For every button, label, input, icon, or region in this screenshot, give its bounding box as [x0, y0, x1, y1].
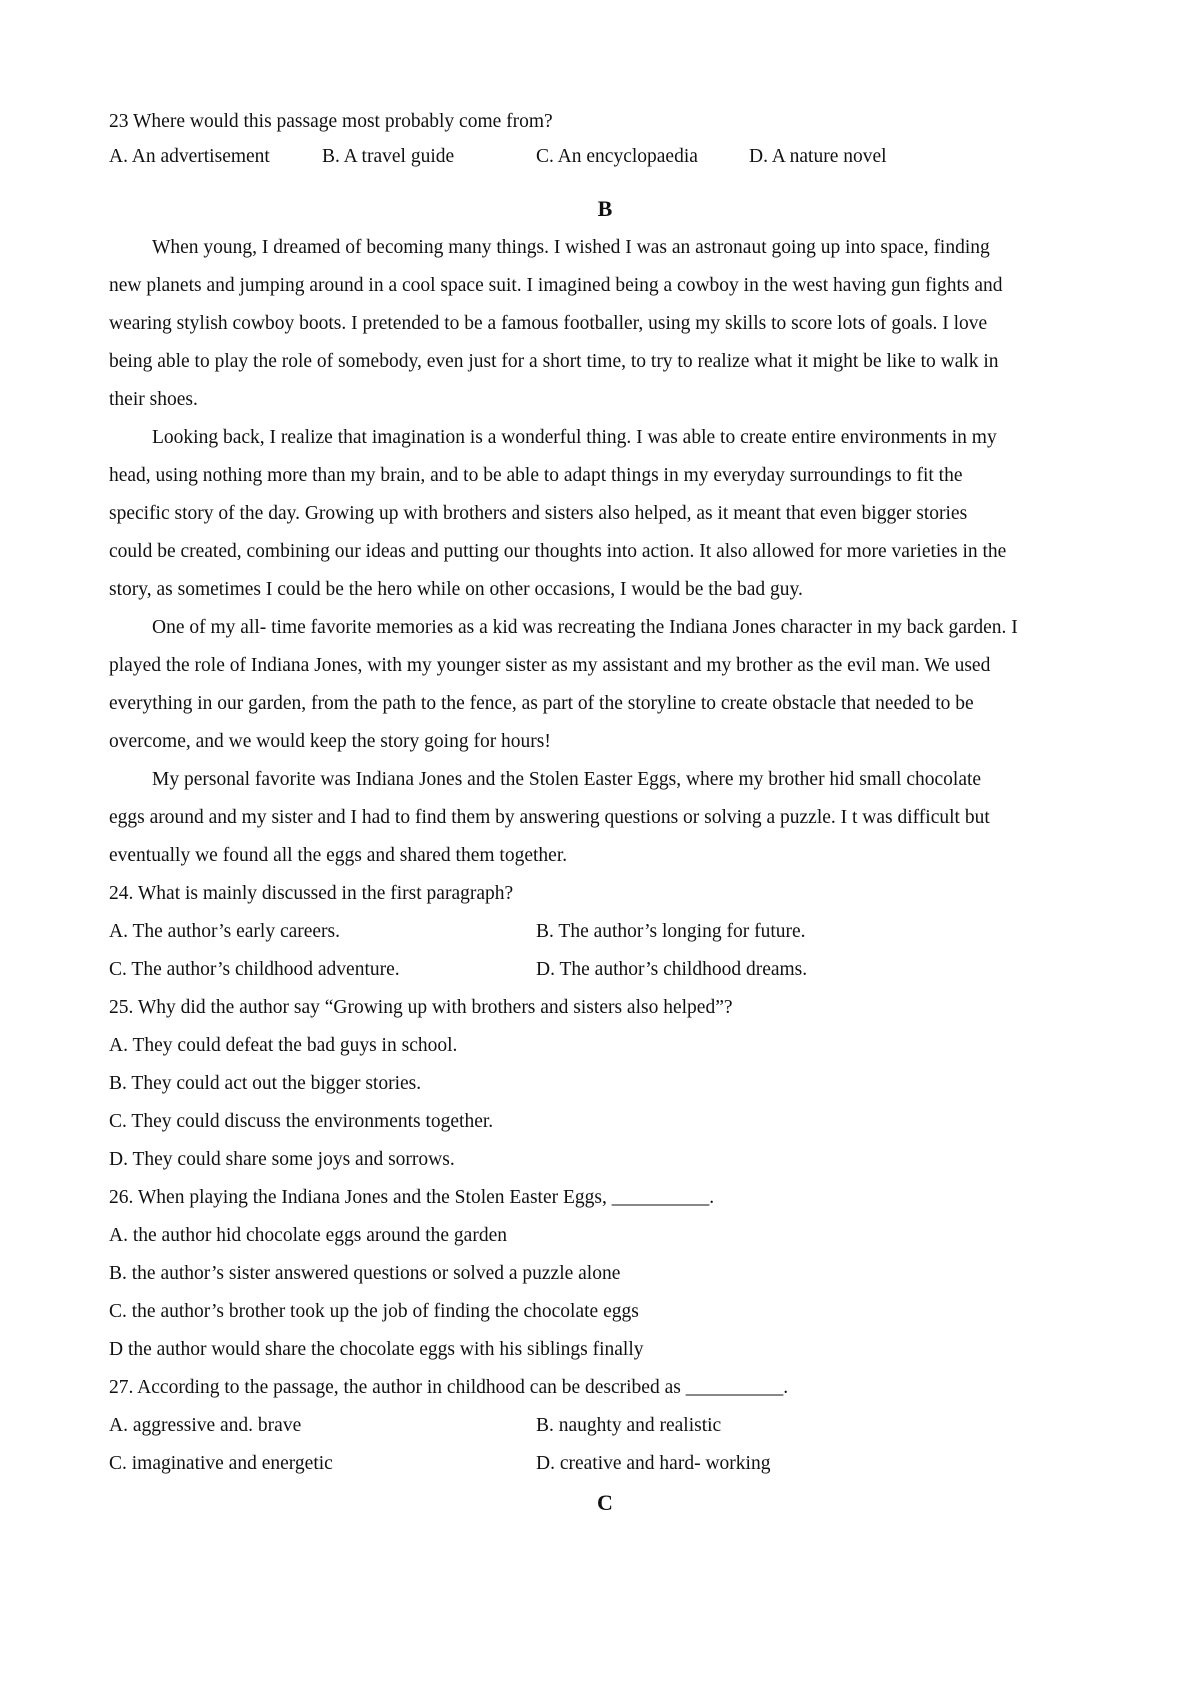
q26-option-d: D the author would share the chocolate eggs with his siblings finally — [109, 1339, 644, 1360]
q25-option-c: C. They could discuss the environments together. — [109, 1111, 494, 1132]
passage-line: eggs around and my sister and I had to find them by answering questions or solving a puzzle. I t was difficult but — [109, 807, 990, 828]
q24-option-a: A. The author’s early careers. — [109, 921, 341, 942]
passage-line: My personal favorite was Indiana Jones and the Stolen Easter Eggs, where my brother hid small chocolate — [152, 769, 982, 790]
passage-line: One of my all- time favorite memories as a kid was recreating the Indiana Jones character in my back garden. I — [152, 617, 1018, 638]
question-26: 26. When playing the Indiana Jones and the Stolen Easter Eggs, __________. — [109, 1187, 715, 1208]
passage-line: being able to play the role of somebody, even just for a short time, to try to realize what it might be like to walk in — [109, 351, 999, 372]
q23-option-c: C. An encyclopaedia — [536, 146, 698, 167]
passage-line: their shoes. — [109, 389, 198, 410]
passage-line: new planets and jumping around in a cool space suit. I imagined being a cowboy in the west having gun fights and — [109, 275, 1003, 296]
q26-option-b: B. the author’s sister answered questions or solved a puzzle alone — [109, 1263, 621, 1284]
question-24: 24. What is mainly discussed in the first paragraph? — [109, 883, 514, 904]
q23-option-d: D. A nature novel — [749, 146, 887, 167]
question-23: 23 Where would this passage most probably come from? — [109, 111, 553, 132]
passage-line: wearing stylish cowboy boots. I pretended to be a famous footballer, using my skills to score lots of goals. I love — [109, 313, 988, 334]
q23-option-b: B. A travel guide — [322, 146, 455, 167]
q27-option-c: C. imaginative and energetic — [109, 1453, 333, 1474]
q24-option-d: D. The author’s childhood dreams. — [536, 959, 808, 980]
q27-option-b: B. naughty and realistic — [536, 1415, 722, 1436]
q25-option-b: B. They could act out the bigger stories. — [109, 1073, 422, 1094]
q24-option-c: C. The author’s childhood adventure. — [109, 959, 400, 980]
passage-line: When young, I dreamed of becoming many things. I wished I was an astronaut going up into space, finding — [152, 237, 990, 258]
section-c-heading: C — [597, 1490, 613, 1515]
q27-option-d: D. creative and hard- working — [536, 1453, 771, 1474]
passage-line: everything in our garden, from the path to the fence, as part of the storyline to create obstacle that needed to be — [109, 693, 974, 714]
q26-option-c: C. the author’s brother took up the job of finding the chocolate eggs — [109, 1301, 639, 1322]
q25-option-d: D. They could share some joys and sorrows. — [109, 1149, 455, 1170]
passage-line: Looking back, I realize that imagination is a wonderful thing. I was able to create entire environments in my — [152, 427, 997, 448]
q27-option-a: A. aggressive and. brave — [109, 1415, 302, 1436]
passage-line: head, using nothing more than my brain, and to be able to adapt things in my everyday surroundings to fit the — [109, 465, 963, 486]
passage-line: played the role of Indiana Jones, with my younger sister as my assistant and my brother as the evil man. We used — [109, 655, 991, 676]
q26-option-a: A. the author hid chocolate eggs around the garden — [109, 1225, 507, 1246]
section-b-heading: B — [597, 196, 613, 221]
question-25: 25. Why did the author say “Growing up with brothers and sisters also helped”? — [109, 997, 733, 1018]
passage-line: story, as sometimes I could be the hero while on other occasions, I would be the bad guy. — [109, 579, 803, 600]
question-27: 27. According to the passage, the author in childhood can be described as __________. — [109, 1377, 789, 1398]
passage-line: specific story of the day. Growing up with brothers and sisters also helped, as it meant that even bigger stories — [109, 503, 968, 524]
passage-line: eventually we found all the eggs and shared them together. — [109, 845, 568, 866]
passage-line: could be created, combining our ideas and putting our thoughts into action. It also allowed for more varieties in the — [109, 541, 1007, 562]
q25-option-a: A. They could defeat the bad guys in school. — [109, 1035, 458, 1056]
q23-option-a: A. An advertisement — [109, 146, 270, 167]
q24-option-b: B. The author’s longing for future. — [536, 921, 806, 942]
passage-line: overcome, and we would keep the story going for hours! — [109, 731, 551, 752]
